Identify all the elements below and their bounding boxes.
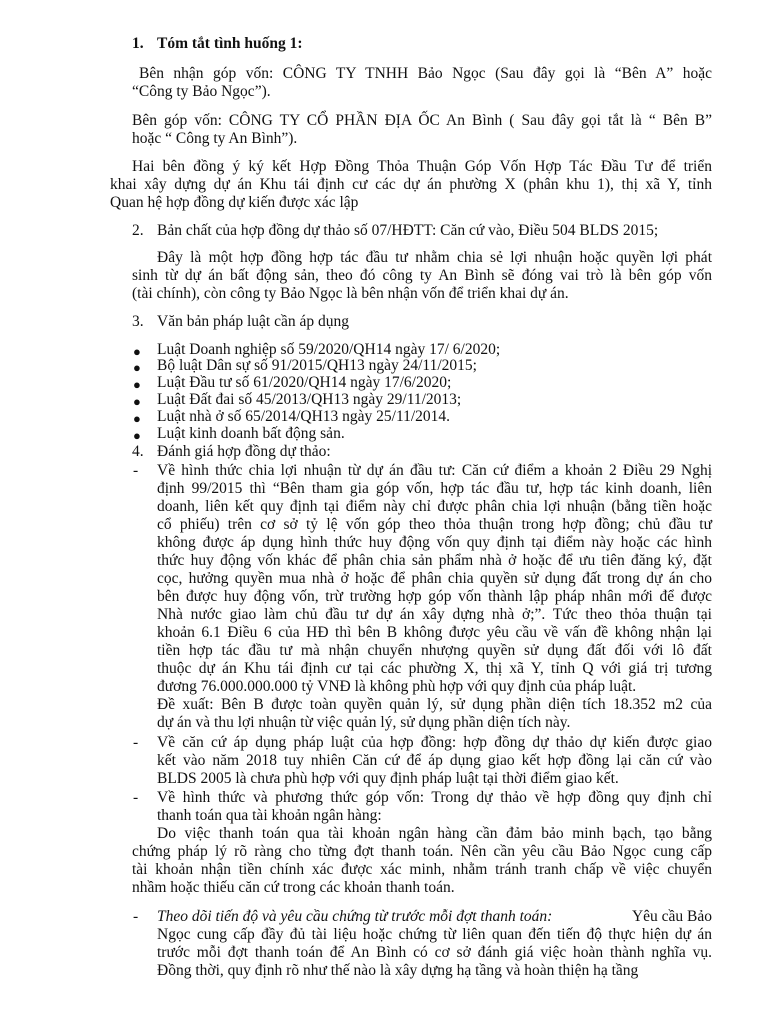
item-1-line: thuộc dự án Khu tái định cư tại các phường X, thị xã Y, tỉnh Q với giá trị tương — [157, 660, 712, 677]
law-item: Luật nhà ở số 65/2014/QH13 ngày 25/11/2014. — [157, 408, 451, 425]
item-1-line: khoản 6.1 Điều 6 của HĐ thì bên B không được yêu cầu về vấn đề không nhận lại — [157, 624, 712, 641]
item-3-para-line: Do việc thanh toán qua tài khoản ngân hàng cần đảm bảo minh bạch, tạo bằng — [157, 825, 712, 842]
section-1-number: 1. — [132, 35, 144, 52]
item-1-line: doanh, liên kết quy định tại điểm này chỉ được phân chia lợi nhuận (bằng tiền hoặc — [157, 498, 712, 515]
item-3-line: Về hình thức và phương thức góp vốn: Trong dự thảo về hợp đồng quy định chỉ — [157, 789, 712, 806]
bullet-icon: ● — [133, 411, 141, 426]
item-1-line: cọc, hưởng quyền mua nhà ở hoặc để phân chia quyền sử dụng đất trong dự án cho — [157, 570, 712, 587]
section-2-para-line-2: sinh từ dự án bất động sản, theo đó công ty An Bình sẽ đóng vai trò là bên góp vốn — [132, 267, 712, 284]
bullet-icon: ● — [133, 377, 141, 392]
item-1-line: Nhà nước giao làm chủ đầu tư dự án xây dựng nhà ở;”. Tức theo thỏa thuận tại — [157, 606, 712, 623]
item-4-heading-rest: Yêu cầu Bảo — [631, 908, 712, 925]
section-2-title: Bản chất của hợp đồng dự thảo số 07/HĐTT: Căn cứ vào, Điều 504 BLDS 2015; — [157, 222, 659, 239]
section-2-number: 2. — [132, 222, 144, 239]
dash-marker: - — [133, 789, 139, 806]
item-2-line: kết vào năm 2018 tuy nhiên Căn cứ để áp dụng giao kết hợp đồng lại căn cứ vào — [157, 752, 712, 769]
law-item: Luật Doanh nghiệp số 59/2020/QH14 ngày 17/ 6/2020; — [157, 341, 501, 358]
section-2-para-line-3: (tài chính), còn công ty Bảo Ngọc là bên nhận vốn để triển khai dự án. — [132, 285, 569, 302]
item-1-line: định 99/2015 thì “Bên tham gia góp vốn, hợp tác đầu tư, hợp tác kinh doanh, liên — [157, 480, 712, 497]
section-1-para-3-line-3: Quan hệ hợp đồng dự kiến được xác lập — [110, 194, 359, 211]
law-item: Luật Đất đai số 45/2013/QH13 ngày 29/11/2013; — [157, 391, 462, 408]
item-1-line: cổ phiếu) trên cơ sở tỷ lệ vốn góp theo thỏa thuận trong hợp đồng; chủ đầu tư — [157, 516, 712, 533]
section-3-title: Văn bản pháp luật cần áp dụng — [157, 313, 349, 330]
item-1-line: đương 76.000.000.000 tỷ VNĐ là không phù hợp với quy định của pháp luật. — [157, 678, 637, 695]
item-2-line: BLDS 2005 là chưa phù hợp với quy định pháp luật tại thời điểm giao kết. — [157, 770, 619, 787]
item-3-line: thanh toán qua tài khoản ngân hàng: — [157, 807, 382, 824]
law-item: Luật kinh doanh bất động sản. — [157, 425, 345, 442]
section-1-para-2-line-1: Bên góp vốn: CÔNG TY CỔ PHẦN ĐỊA ỐC An Bình ( Sau đây gọi tắt là “ Bên B” — [132, 112, 712, 129]
item-1-proposal-line: dự án và thu lợi nhuận từ việc quản lý, sử dụng phần diện tích này. — [157, 714, 571, 731]
item-1-proposal-line: Đề xuất: Bên B được toàn quyền quản lý, sử dụng phần diện tích 18.352 m2 của — [157, 696, 712, 713]
section-1-para-3-line-2: khai xây dựng dự án Khu tái định cư các dự án phường X (phân khu 1), thị xã Y, tỉnh — [110, 176, 712, 193]
item-1-line: Về hình thức chia lợi nhuận từ dự án đầu tư: Căn cứ điểm a khoản 2 Điều 29 Nghị — [157, 462, 712, 479]
dash-marker: - — [133, 462, 139, 479]
item-1-line: tiền hợp tác đầu tư mà nhận chuyển nhượng quyền sử dụng đất đối với lô đất — [157, 642, 712, 659]
item-1-line: bên được huy động vốn, trừ trường hợp góp vốn thành lập pháp nhân mới để được — [157, 588, 712, 605]
item-4-line: Ngọc cung cấp đầy đủ tài liệu hoặc chứng từ liên quan đến tiến độ thực hiện dự án — [157, 926, 712, 943]
item-4-first-line — [157, 908, 712, 926]
bullet-icon: ● — [133, 360, 141, 375]
item-4-line: trước mỗi đợt thanh toán để An Bình có cơ sở đánh giá việc hoàn thành nghĩa vụ. — [157, 944, 712, 961]
section-1-title: Tóm tắt tình huống 1: — [157, 35, 303, 52]
item-2-line: Về căn cứ áp dụng pháp luật của hợp đồng: hợp đồng dự thảo dự kiến được giao — [157, 734, 712, 751]
item-1-line: không được áp dụng hình thức huy động vốn quy định tại điểm này hoặc các hình — [157, 534, 712, 551]
section-2-para-line-1: Đây là một hợp đồng hợp tác đầu tư nhằm chia sẻ lợi nhuận hoặc quyền lợi phát — [157, 249, 712, 266]
bullet-icon: ● — [133, 394, 141, 409]
item-1-line: thức huy động vốn khác để phân chia sản phẩm nhà ở hoặc để ưu tiên đăng ký, đặt — [157, 552, 712, 569]
bullet-icon: ● — [133, 428, 141, 443]
dash-marker: - — [133, 908, 139, 925]
section-1-para-3-line-1: Hai bên đồng ý ký kết Hợp Đồng Thỏa Thuận Góp Vốn Hợp Tác Đầu Tư để triển — [132, 158, 712, 175]
dash-marker: - — [133, 734, 139, 751]
section-1-para-1-line-1: Bên nhận góp vốn: CÔNG TY TNHH Bảo Ngọc (Sau đây gọi là “Bên A” hoặc — [139, 65, 712, 82]
section-4-number: 4. — [132, 443, 144, 460]
item-3-para-line: chứng pháp lý rõ ràng cho từng đợt thanh toán. Nên cần yêu cầu Bảo Ngọc cung cấp — [132, 843, 712, 860]
section-1-para-2-line-2: hoặc “ Công ty An Bình”). — [132, 130, 298, 147]
item-4-line: Đồng thời, quy định rõ như thế nào là xây dựng hạ tầng và hoàn thiện hạ tầng — [157, 962, 639, 979]
item-3-para-line: tài khoản nhận tiền chính xác được xác minh, nhằm tránh tranh chấp về việc chuyển — [132, 861, 712, 878]
item-3-para-line: nhầm hoặc thiếu căn cứ trong các khoản thanh toán. — [132, 879, 455, 896]
section-1-para-1-line-2: “Công ty Bảo Ngọc”). — [132, 83, 271, 100]
item-4-italic-heading: Theo dõi tiến độ và yêu cầu chứng từ trước mỗi đợt thanh toán: — [157, 908, 553, 925]
bullet-icon: ● — [133, 344, 141, 359]
law-item: Bộ luật Dân sự số 91/2015/QH13 ngày 24/11/2015; — [157, 357, 477, 374]
section-3-number: 3. — [132, 313, 144, 330]
law-item: Luật Đầu tư số 61/2020/QH14 ngày 17/6/2020; — [157, 374, 452, 391]
section-4-title: Đánh giá hợp đồng dự thảo: — [157, 443, 331, 460]
